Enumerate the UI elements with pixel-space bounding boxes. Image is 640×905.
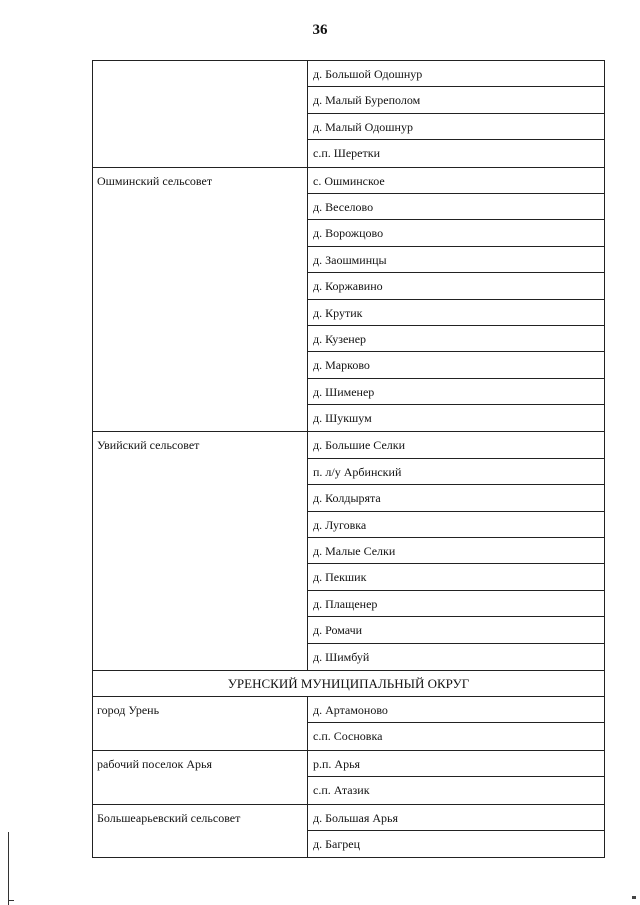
settlement-item: д. Багрец — [313, 836, 360, 851]
settlement-item: д. Ромачи — [308, 617, 604, 643]
binding-margin-line — [8, 832, 9, 905]
table-row — [92, 697, 605, 751]
settlement-item: д. Колдырята — [308, 485, 604, 511]
settlement-item: д. Шименер — [308, 379, 604, 405]
municipality-name: Ошминский сельсовет — [93, 168, 308, 432]
settlement-item: с. Ошминское — [308, 168, 604, 194]
municipality-name: город Урень — [93, 697, 308, 750]
settlement-item: д. Пекшик — [308, 564, 604, 590]
settlement-list — [308, 805, 604, 858]
settlement-item: д. Большие Селки — [308, 432, 604, 458]
settlement-item: д. Коржавино — [308, 273, 604, 299]
table-row — [92, 805, 605, 859]
settlement-item: д. Малые Селки — [308, 538, 604, 564]
settlement-list — [308, 168, 604, 432]
municipality-name — [93, 61, 308, 167]
settlement-item: д. Марково — [308, 352, 604, 378]
table-row — [92, 751, 605, 805]
settlement-item: д. Шукшум — [313, 411, 372, 426]
settlement-item: д. Кузенер — [308, 326, 604, 352]
settlement-item: д. Большая Арья — [308, 805, 604, 831]
settlement-item: с.п. Сосновка — [313, 729, 383, 744]
settlement-item: р.п. Арья — [308, 751, 604, 777]
settlement-item: д. Большой Одошнур — [308, 61, 604, 87]
settlement-item: д. Крутик — [308, 300, 604, 326]
settlement-list — [308, 751, 604, 804]
table-row — [92, 432, 605, 671]
settlement-item: д. Веселово — [308, 194, 604, 220]
page-number: 36 — [312, 22, 328, 38]
settlements-table — [92, 60, 605, 858]
scan-mark — [632, 896, 636, 899]
settlement-item: д. Малый Одошнур — [308, 114, 604, 140]
settlement-list — [308, 61, 604, 167]
settlement-item: д. Малый Буреполом — [308, 87, 604, 113]
settlement-item: п. л/у Арбинский — [308, 459, 604, 485]
municipality-name: рабочий поселок Арья — [93, 751, 308, 804]
municipality-name: Большеарьевский сельсовет — [93, 805, 308, 858]
settlement-list — [308, 697, 604, 750]
settlement-item: с.п. Шеретки — [313, 146, 381, 161]
settlement-item: д. Луговка — [308, 512, 604, 538]
table-row — [92, 168, 605, 433]
binding-margin-tick — [8, 900, 14, 901]
table-row — [92, 60, 605, 168]
settlement-item: д. Артамоново — [308, 697, 604, 723]
settlement-item: д. Плащенер — [308, 591, 604, 617]
settlement-item: д. Шимбуй — [313, 649, 370, 664]
settlement-item: с.п. Атазик — [313, 783, 370, 798]
settlement-item: д. Заошминцы — [308, 247, 604, 273]
section-heading: УРЕНСКИЙ МУНИЦИПАЛЬНЫЙ ОКРУГ — [92, 671, 605, 697]
settlement-item: д. Ворожцово — [308, 220, 604, 246]
municipality-name: Увийский сельсовет — [93, 432, 308, 670]
settlement-list — [308, 432, 604, 670]
